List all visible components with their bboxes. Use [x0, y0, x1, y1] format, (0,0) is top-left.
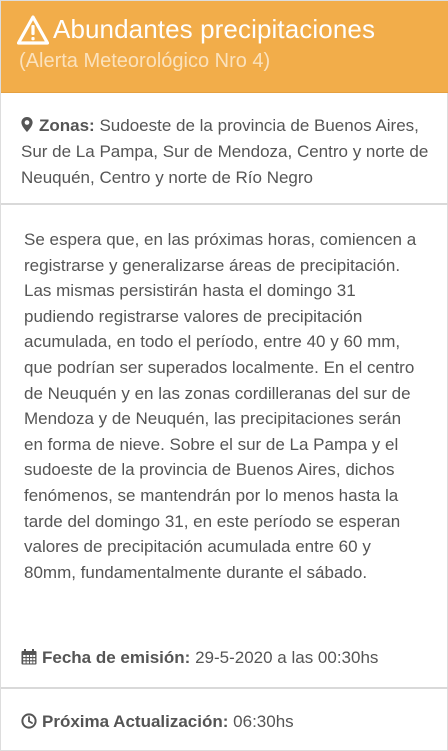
- zones-value: Sudoeste de la provincia de Buenos Aires, Sur de La Pampa, Sur de Mendoza, Centro y norte de Neuquén, Centro y norte de Río Negro: [21, 116, 429, 187]
- calendar-icon: [21, 649, 37, 665]
- zones-text: [21, 113, 431, 191]
- next-update-row: [1, 691, 448, 751]
- zones-label: Zonas:: [39, 116, 95, 135]
- alert-header: [1, 1, 448, 93]
- emission-label: Fecha de emisión:: [42, 648, 191, 667]
- warning-triangle-icon: [17, 15, 49, 45]
- next-update-value: 06:30hs: [233, 712, 294, 731]
- alert-title: Abundantes precipitaciones: [53, 14, 376, 44]
- clock-icon: [21, 713, 37, 729]
- emission-value: 29-5-2020 a las 00:30hs: [195, 648, 379, 667]
- alert-description: Se espera que, en las próximas horas, comiencen a registrarse y generalizarse áreas de precipitación. Las mismas persistirán hasta el domingo 31 pudiendo registrarse valores de precipitación acumulada, en todo el período, entre 40 y 60 mm, que podrían ser superados localmente. En el centro de Neuquén y en las zonas cordilleranas del sur de Mendoza y de Neuquén, las precipitaciones serán en forma de nieve. Sobre el sur de La Pampa y el sudoeste de la provincia de Buenos Aires, dichos fenómenos, se mantendrán por lo menos hasta la tarde del domingo 31, en este período se esperan valores de precipitación acumulada entre 60 y 80mm, fundamentalmente durante el sábado.: [24, 230, 417, 582]
- zones-section: [1, 93, 448, 205]
- next-update-label: Próxima Actualización:: [42, 712, 229, 731]
- map-pin-icon: [21, 117, 33, 132]
- alert-subtitle: (Alerta Meteorológico Nro 4): [19, 50, 271, 72]
- emission-row: [1, 627, 448, 689]
